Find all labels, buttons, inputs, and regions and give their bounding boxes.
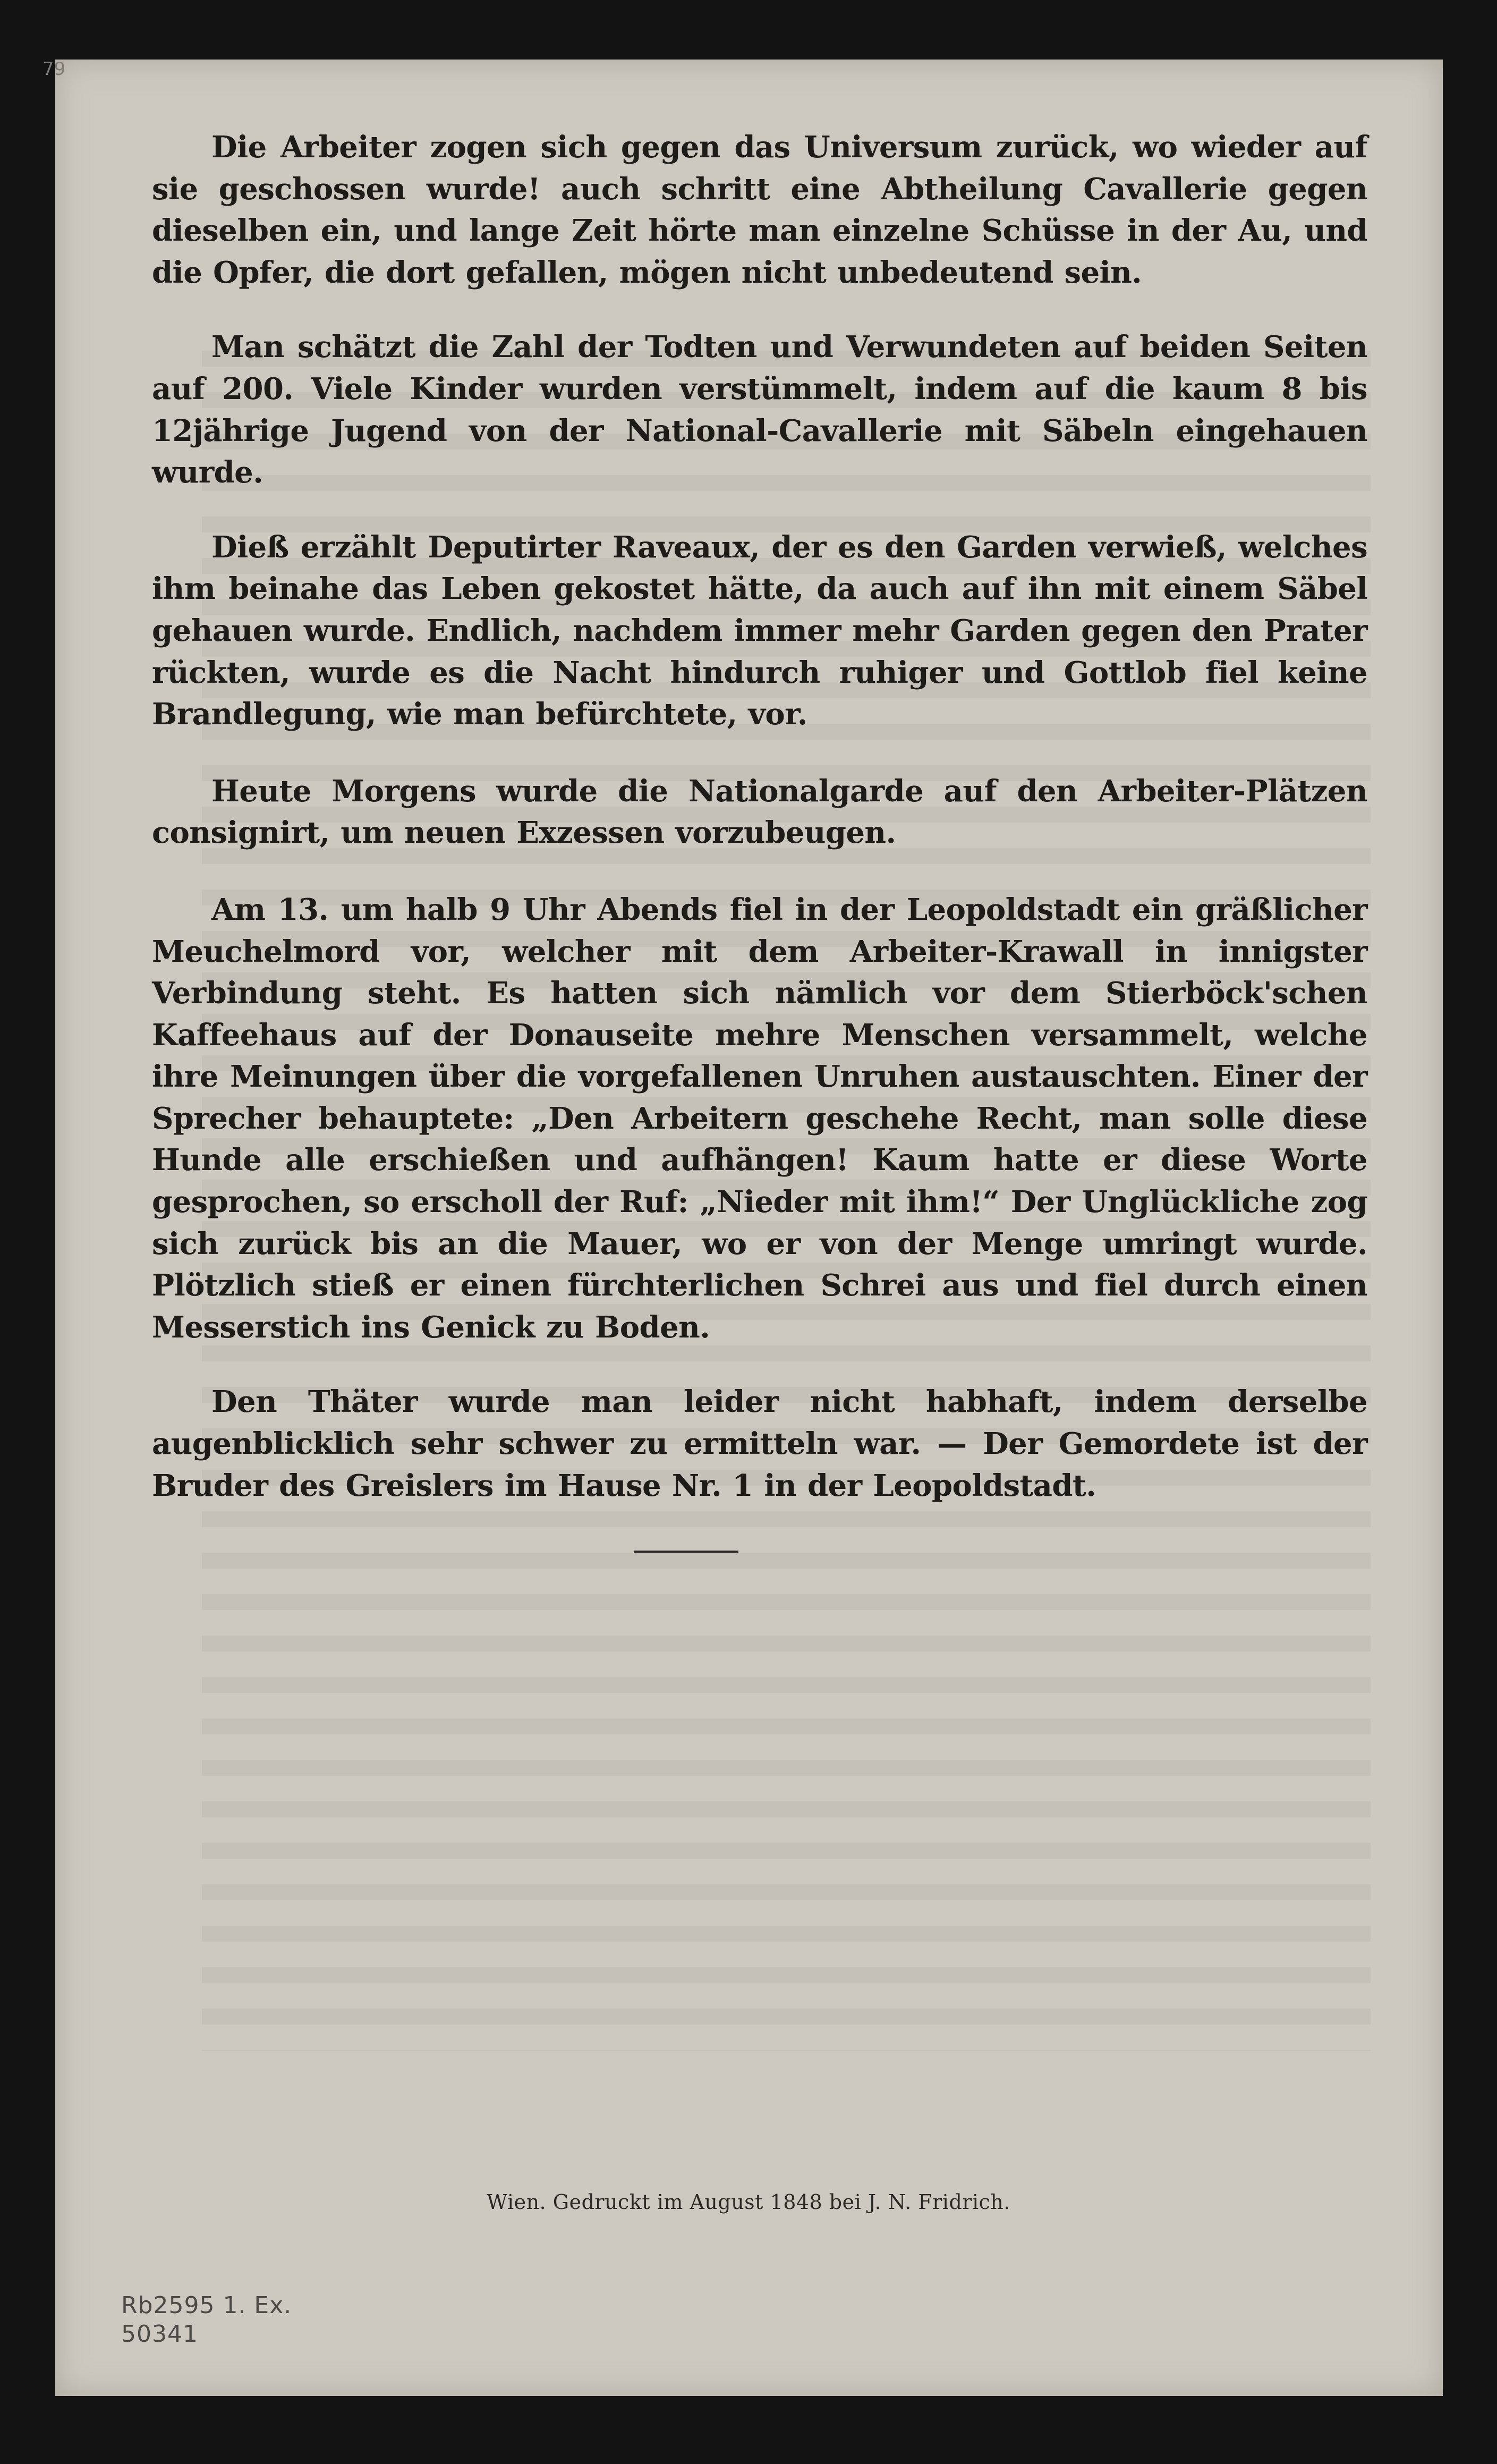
paragraph-1: Die Arbeiter zogen sich gegen das Universum zurück, wo wieder auf sie geschossen wurde! auch schritt eine Abtheilung Cavallerie gegen dieselben ein, und lange Zeit hörte man einzelne Schüsse in der Au, und die Opfer, die dort gefallen, mögen nicht unbedeutend sein. <box>152 130 1367 290</box>
printer-imprint: Wien. Gedruckt im August 1848 bei J. N. Fridrich. <box>487 2190 1010 2214</box>
shelfmark-line-2: 50341 <box>121 2321 198 2348</box>
paragraph-3: Dieß erzählt Deputirter Raveaux, der es den Garden verwieß, welches ihm beinahe das Leben gekostet hätte, da auch auf ihn mit einem Säbel gehauen wurde. Endlich, nachdem immer mehr Garden gegen den Prater rückten, wurde es die Nacht hindurch ruhiger und Gottlob fiel keine Brandlegung, wie man befürchtete, vor. <box>152 529 1367 732</box>
corner-pencil-mark: 79 <box>42 58 66 80</box>
article-body <box>152 126 1367 1506</box>
paragraph-4: Heute Morgens wurde die Nationalgarde auf den Arbeiter-Plätzen consignirt, um neuen Exzessen vorzubeugen. <box>152 773 1367 851</box>
library-shelfmark <box>121 2291 292 2349</box>
paragraph-6: Den Thäter wurde man leider nicht habhaft, indem derselbe augenblicklich sehr schwer zu ermitteln war. — Der Gemordete ist der Bruder des Greislers im Hause Nr. 1 in der Leopoldstadt. <box>152 1384 1367 1503</box>
paragraph-5: Am 13. um halb 9 Uhr Abends fiel in der Leopoldstadt ein gräßlicher Meuchelmord vor, welcher mit dem Arbeiter-Krawall in innigster Verbindung steht. Es hatten sich nämlich vor dem Stierböck'schen Kaffeehaus auf der Donauseite mehre Menschen versammelt, welche ihre Meinungen über die vorgefallenen Unruhen austauschten. Einer der Sprecher behauptete: „Den Arbeitern geschehe Recht, man solle diese Hunde alle erschießen und aufhängen! Kaum hatte er diese Worte gesprochen, so erscholl der Ruf: „Nieder mit ihm!“ Der Unglückliche zog sich zurück bis an die Mauer, wo er von der Menge umringt wurde. Plötzlich stieß er einen fürchterlichen Schrei aus und fiel durch einen Messerstich ins Genick zu Boden. <box>152 892 1367 1345</box>
shelfmark-line-1: Rb2595 1. Ex. <box>121 2292 292 2319</box>
section-divider <box>634 1551 738 1553</box>
paragraph-2: Man schätzt die Zahl der Todten und Verwundeten auf beiden Seiten auf 200. Viele Kinder wurden verstümmelt, indem auf die kaum 8 bis 12jährige Jugend von der National-Cavallerie mit Säbeln eingehauen wurde. <box>152 329 1367 490</box>
